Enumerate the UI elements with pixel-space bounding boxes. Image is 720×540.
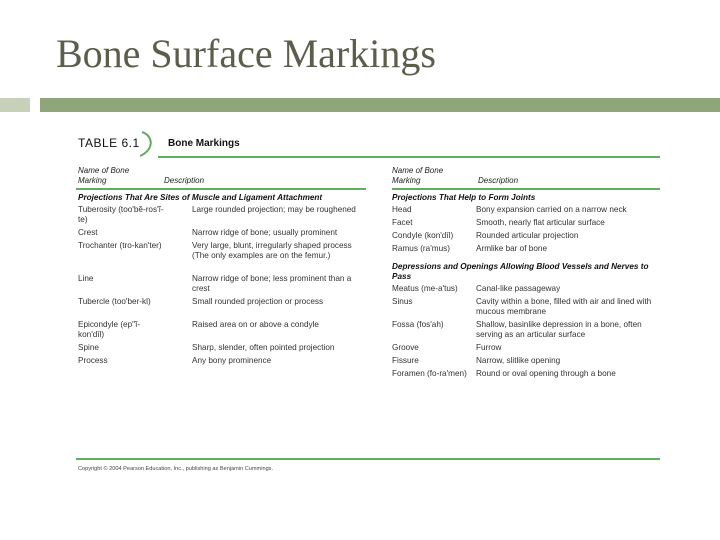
left-desc-header: Description — [164, 176, 205, 185]
marking-description: Very large, blunt, irregularly shaped process (The only examples are on the femur.) — [192, 241, 352, 260]
marking-term: Head — [392, 205, 412, 214]
marking-term: Foramen (fo-ra'men) — [392, 369, 467, 378]
table-number: TABLE 6.1 — [78, 136, 140, 150]
marking-description: Smooth, nearly flat articular surface — [476, 218, 605, 227]
bone-markings-table — [76, 130, 660, 480]
copyright-notice: Copyright © 2004 Pearson Education, Inc., publishing as Benjamin Cummings. — [78, 466, 274, 472]
marking-term: Line — [78, 274, 94, 283]
title-rule-left — [0, 98, 30, 112]
slide-title: Bone Surface Markings — [56, 31, 436, 76]
right-rows-joints — [392, 205, 660, 254]
table-row — [78, 274, 358, 294]
marking-description: Narrow ridge of bone; usually prominent — [192, 228, 338, 237]
table-row — [78, 205, 358, 225]
table-row — [392, 297, 660, 317]
table-row — [392, 356, 660, 366]
marking-description: Cavity within a bone, filled with air and lined with mucous membrane — [476, 297, 652, 316]
marking-term: Sinus — [392, 297, 413, 306]
section-joint-projections: Projections That Help to Form Joints — [392, 193, 536, 202]
marking-term: Fissure — [392, 356, 419, 365]
marking-description: Canal-like passageway — [476, 284, 561, 293]
table-name: Bone Markings — [168, 138, 240, 149]
marking-term: Epicondyle (ep"ĭ-kon'dīl) — [78, 320, 141, 339]
table-row — [392, 244, 660, 254]
marking-term: Ramus (ra'mus) — [392, 244, 450, 253]
table-row — [392, 320, 660, 340]
marking-description: Any bony prominence — [192, 356, 272, 365]
marking-term: Spine — [78, 343, 99, 352]
left-column-header — [78, 166, 358, 188]
marking-term: Condyle (kon'dīl) — [392, 231, 454, 240]
section-muscle-attachment: Projections That Are Sites of Muscle and Ligament Attachment — [78, 193, 323, 202]
right-column — [392, 166, 660, 392]
table-row — [78, 320, 358, 340]
left-name-header: Name of Bone Marking — [78, 166, 130, 185]
marking-description: Rounded articular projection — [476, 231, 579, 240]
table-row — [392, 218, 660, 228]
header-swoosh-icon — [138, 130, 162, 158]
header-rule — [158, 156, 660, 158]
marking-term: Tuberosity (too'bĕ-ros'ĭ-te) — [78, 205, 164, 224]
marking-description: Sharp, slender, often pointed projection — [192, 343, 335, 352]
table-row — [392, 231, 660, 241]
table-row — [392, 205, 660, 215]
right-subhead-rule — [392, 188, 660, 190]
marking-term: Meatus (me-a'tus) — [392, 284, 458, 293]
marking-term: Fossa (fos'ah) — [392, 320, 444, 329]
right-name-header: Name of Bone Marking — [392, 166, 444, 185]
marking-description: Round or oval opening through a bone — [476, 369, 616, 378]
table-row — [392, 284, 660, 294]
marking-description: Narrow, slitlike opening — [476, 356, 561, 365]
table-row — [78, 343, 358, 353]
section-depressions-openings: Depressions and Openings Allowing Blood Vessels and Nerves to Pass — [392, 262, 649, 281]
marking-term: Process — [78, 356, 108, 365]
right-rows-depressions — [392, 284, 660, 389]
marking-description: Shallow, basinlike depression in a bone, often serving as an articular surface — [476, 320, 642, 339]
marking-term: Groove — [392, 343, 419, 352]
marking-term: Crest — [78, 228, 98, 237]
title-rule-right — [40, 98, 720, 112]
marking-term: Trochanter (tro-kan'ter) — [78, 241, 162, 250]
marking-description: Small rounded projection or process — [192, 297, 324, 306]
right-desc-header: Description — [478, 176, 519, 185]
right-column-header — [392, 166, 660, 188]
marking-description: Narrow ridge of bone; less prominent than a crest — [192, 274, 352, 293]
table-row — [78, 228, 358, 238]
marking-description: Bony expansion carried on a narrow neck — [476, 205, 627, 214]
table-row — [392, 369, 660, 389]
left-column — [78, 166, 358, 369]
marking-term: Tubercle (too'ber-kl) — [78, 297, 151, 306]
footer-rule — [76, 458, 660, 460]
marking-description: Raised area on or above a condyle — [192, 320, 319, 329]
marking-term: Facet — [392, 218, 413, 227]
table-row — [78, 356, 358, 366]
marking-description: Armlike bar of bone — [476, 244, 547, 253]
marking-description: Furrow — [476, 343, 502, 352]
table-row — [392, 343, 660, 353]
marking-description: Large rounded projection; may be roughened — [192, 205, 356, 214]
table-row — [78, 297, 358, 317]
left-rows — [78, 205, 358, 366]
left-subhead-rule — [76, 188, 366, 190]
table-row — [78, 241, 358, 271]
